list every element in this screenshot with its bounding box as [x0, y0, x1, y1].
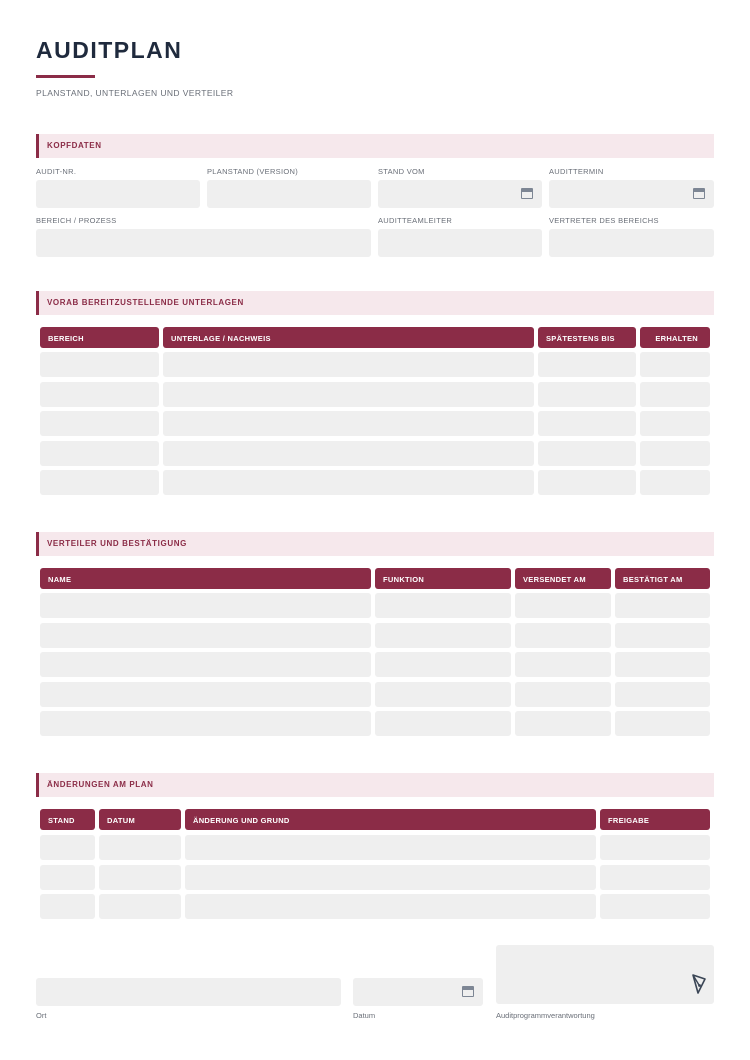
- planstand-field[interactable]: [207, 180, 371, 208]
- table-cell[interactable]: [375, 623, 511, 648]
- table-cell[interactable]: [538, 352, 636, 377]
- section-unterlagen: [36, 291, 714, 315]
- column-header-label: VERSENDET AM: [523, 575, 586, 584]
- table-cell[interactable]: [40, 835, 95, 860]
- table-cell[interactable]: [538, 411, 636, 436]
- aenderungen-col-aenderung: [185, 809, 596, 830]
- calendar-icon[interactable]: [693, 188, 705, 199]
- column-header-label: BESTÄTIGT AM: [623, 575, 683, 584]
- audittermin-label: AUDITTERMIN: [549, 167, 604, 176]
- table-cell[interactable]: [538, 441, 636, 466]
- table-cell[interactable]: [538, 470, 636, 495]
- audit-nr-field[interactable]: [36, 180, 200, 208]
- table-cell[interactable]: [40, 894, 95, 919]
- table-cell[interactable]: [163, 352, 534, 377]
- table-cell[interactable]: [515, 652, 611, 677]
- table-cell[interactable]: [375, 593, 511, 618]
- calendar-icon[interactable]: [521, 188, 533, 199]
- table-cell[interactable]: [40, 382, 159, 407]
- column-header-label: STAND: [48, 816, 75, 825]
- audit-nr-label: AUDIT-NR.: [36, 167, 77, 176]
- planstand-label: PLANSTAND (VERSION): [207, 167, 298, 176]
- aenderungen-col-freigabe: [600, 809, 710, 830]
- table-cell[interactable]: [40, 411, 159, 436]
- table-cell[interactable]: [40, 682, 371, 707]
- bereich-prozess-field[interactable]: [36, 229, 371, 257]
- section-aenderungen-heading: ÄNDERUNGEN AM PLAN: [47, 780, 154, 789]
- stand-vom-field[interactable]: [378, 180, 542, 208]
- table-cell[interactable]: [185, 835, 596, 860]
- column-header-label: FUNKTION: [383, 575, 425, 584]
- table-cell[interactable]: [640, 352, 710, 377]
- table-cell[interactable]: [375, 652, 511, 677]
- table-cell[interactable]: [40, 441, 159, 466]
- table-cell[interactable]: [600, 835, 710, 860]
- signature-field[interactable]: [496, 945, 714, 1004]
- table-cell[interactable]: [40, 593, 371, 618]
- ort-field[interactable]: [36, 978, 341, 1006]
- table-cell[interactable]: [615, 593, 710, 618]
- verteiler-col-name: [40, 568, 371, 589]
- page-subtitle: PLANSTAND, UNTERLAGEN UND VERTEILER: [36, 88, 234, 98]
- section-kopfdaten: [36, 134, 714, 158]
- vertreter-label: VERTRETER DES BEREICHS: [549, 216, 659, 225]
- datum-field[interactable]: [353, 978, 483, 1006]
- table-cell[interactable]: [163, 411, 534, 436]
- datum-label: Datum: [353, 1011, 376, 1020]
- table-cell[interactable]: [640, 441, 710, 466]
- column-header-label: UNTERLAGE / NACHWEIS: [171, 334, 271, 343]
- title-underline: [36, 75, 95, 78]
- table-cell[interactable]: [615, 682, 710, 707]
- aenderungen-col-stand: [40, 809, 95, 830]
- stand-vom-label: STAND VOM: [378, 167, 425, 176]
- section-unterlagen-heading: VORAB BEREITZUSTELLENDE UNTERLAGEN: [47, 298, 244, 307]
- table-cell[interactable]: [40, 865, 95, 890]
- table-cell[interactable]: [163, 441, 534, 466]
- table-cell[interactable]: [99, 865, 181, 890]
- table-cell[interactable]: [163, 470, 534, 495]
- table-cell[interactable]: [515, 711, 611, 736]
- table-cell[interactable]: [640, 411, 710, 436]
- table-cell[interactable]: [40, 352, 159, 377]
- unterlagen-col-spaetestens: [538, 327, 636, 348]
- table-cell[interactable]: [600, 894, 710, 919]
- section-aenderungen: [36, 773, 714, 797]
- table-cell[interactable]: [40, 652, 371, 677]
- table-cell[interactable]: [99, 894, 181, 919]
- verteiler-col-versendet: [515, 568, 611, 589]
- vertreter-field[interactable]: [549, 229, 714, 257]
- column-header-label: ÄNDERUNG UND GRUND: [193, 816, 290, 825]
- table-cell[interactable]: [375, 711, 511, 736]
- verteiler-col-funktion: [375, 568, 511, 589]
- section-kopfdaten-heading: KOPFDATEN: [47, 141, 102, 150]
- table-cell[interactable]: [515, 593, 611, 618]
- bereich-prozess-label: BEREICH / PROZESS: [36, 216, 117, 225]
- table-cell[interactable]: [615, 623, 710, 648]
- table-cell[interactable]: [40, 623, 371, 648]
- table-cell[interactable]: [600, 865, 710, 890]
- auditteamleiter-label: AUDITTEAMLEITER: [378, 216, 453, 225]
- column-header-label: BEREICH: [48, 334, 84, 343]
- column-header-label: DATUM: [107, 816, 136, 825]
- pen-nib-icon: [690, 973, 708, 995]
- table-cell[interactable]: [40, 470, 159, 495]
- verteiler-col-bestaetigt: [615, 568, 710, 589]
- aenderungen-col-datum: [99, 809, 181, 830]
- calendar-icon[interactable]: [462, 986, 474, 997]
- table-cell[interactable]: [615, 711, 710, 736]
- table-cell[interactable]: [515, 682, 611, 707]
- auditteamleiter-field[interactable]: [378, 229, 542, 257]
- unterlagen-col-erhalten: [640, 327, 710, 348]
- section-verteiler-heading: VERTEILER UND BESTÄTIGUNG: [47, 539, 187, 548]
- table-cell[interactable]: [185, 865, 596, 890]
- table-cell[interactable]: [163, 382, 534, 407]
- unterlagen-col-bereich: [40, 327, 159, 348]
- table-cell[interactable]: [375, 682, 511, 707]
- table-cell[interactable]: [40, 711, 371, 736]
- column-header-label: FREIGABE: [608, 816, 650, 825]
- table-cell[interactable]: [615, 652, 710, 677]
- table-cell[interactable]: [515, 623, 611, 648]
- table-cell[interactable]: [640, 382, 710, 407]
- audittermin-field[interactable]: [549, 180, 714, 208]
- table-cell[interactable]: [640, 470, 710, 495]
- column-header-label: ERHALTEN: [655, 334, 698, 343]
- page-title: AUDITPLAN: [36, 37, 183, 63]
- table-cell[interactable]: [185, 894, 596, 919]
- column-header-label: SPÄTESTENS BIS: [546, 334, 615, 343]
- table-cell[interactable]: [538, 382, 636, 407]
- table-cell[interactable]: [99, 835, 181, 860]
- section-verteiler: [36, 532, 714, 556]
- unterlagen-col-unterlage: [163, 327, 534, 348]
- ort-label: Ort: [36, 1011, 47, 1020]
- column-header-label: NAME: [48, 575, 72, 584]
- signature-label: Auditprogrammverantwortung: [496, 1011, 595, 1020]
